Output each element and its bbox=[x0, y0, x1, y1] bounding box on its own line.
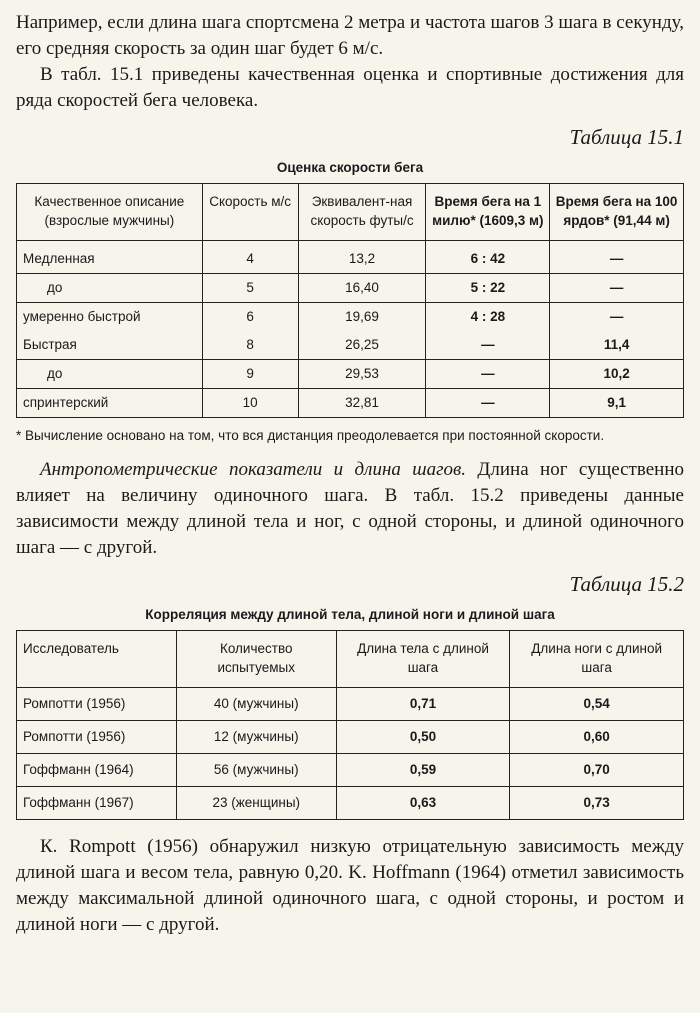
running-speed-table bbox=[16, 183, 684, 418]
table-cell: 6 bbox=[202, 303, 298, 332]
anthropometry-paragraph bbox=[16, 457, 684, 561]
table-cell: 40 (мужчины) bbox=[176, 688, 336, 721]
table-cell: 4 bbox=[202, 241, 298, 274]
section-heading-italic: Антропометрические показатели и длина шагов. bbox=[40, 459, 467, 480]
table-cell: умеренно быстрой bbox=[17, 303, 203, 332]
intro-paragraph-2: В табл. 15.1 приведены качественная оценка и спортивные достижения для ряда скоростей бега человека. bbox=[16, 64, 684, 111]
table-cell: Быстрая bbox=[17, 331, 203, 360]
table-row bbox=[17, 331, 684, 360]
table-cell: 5 : 22 bbox=[426, 274, 550, 303]
table-cell: 19,69 bbox=[298, 303, 426, 332]
table-header-row bbox=[17, 631, 684, 688]
table-cell: — bbox=[550, 303, 684, 332]
table-cell: 16,40 bbox=[298, 274, 426, 303]
table-cell: 9,1 bbox=[550, 389, 684, 418]
table-cell: 5 bbox=[202, 274, 298, 303]
table-cell: 8 bbox=[202, 331, 298, 360]
table-15-2-label: Таблица 15.2 bbox=[569, 572, 684, 596]
table-cell: 56 (мужчины) bbox=[176, 754, 336, 787]
closing-paragraph: К. Rompott (1956) обнаружил низкую отрицательную зависимость между длиной шага и весом тела, равную 0,20. K. Hoffmann (1964) отметил зависимость между максимальной длиной одиночного шага, с одной стороны, и ростом и длиной ноги — с другой. bbox=[16, 836, 684, 935]
table-cell: 0,70 bbox=[510, 754, 684, 787]
table-15-2-title: Корреляция между длиной тела, длиной ноги и длиной шага bbox=[145, 607, 555, 622]
table-cell: 6 : 42 bbox=[426, 241, 550, 274]
column-header: Длина тела с длиной шага bbox=[336, 631, 510, 688]
table-cell: Ромпотти (1956) bbox=[17, 721, 177, 754]
table-cell: 11,4 bbox=[550, 331, 684, 360]
table-cell: 0,54 bbox=[510, 688, 684, 721]
table-cell: 12 (мужчины) bbox=[176, 721, 336, 754]
table-row bbox=[17, 360, 684, 389]
table-row bbox=[17, 241, 684, 274]
table-cell: 0,50 bbox=[336, 721, 510, 754]
table-row bbox=[17, 274, 684, 303]
table-row bbox=[17, 688, 684, 721]
table-15-1-label: Таблица 15.1 bbox=[569, 125, 684, 149]
table-cell: 0,63 bbox=[336, 787, 510, 820]
column-header: Время бега на 100 ярдов* (91,44 м) bbox=[550, 184, 684, 241]
table-cell: — bbox=[426, 360, 550, 389]
column-header: Эквивалент-ная скорость футы/с bbox=[298, 184, 426, 241]
column-header: Исследователь bbox=[17, 631, 177, 688]
page bbox=[16, 10, 684, 938]
table-cell: 32,81 bbox=[298, 389, 426, 418]
table-cell: 10,2 bbox=[550, 360, 684, 389]
table-row bbox=[17, 389, 684, 418]
table-header-row bbox=[17, 184, 684, 241]
table-cell: 0,71 bbox=[336, 688, 510, 721]
correlation-table bbox=[16, 630, 684, 820]
table-cell: 0,59 bbox=[336, 754, 510, 787]
table-cell: 9 bbox=[202, 360, 298, 389]
table-cell: 0,73 bbox=[510, 787, 684, 820]
table-cell: — bbox=[426, 331, 550, 360]
table-cell: — bbox=[426, 389, 550, 418]
table-cell: — bbox=[550, 274, 684, 303]
table-cell: Медленная bbox=[17, 241, 203, 274]
table-row bbox=[17, 754, 684, 787]
table-footnote: * Вычисление основано на том, что вся дистанция преодолевается при постоянной скорости. bbox=[16, 428, 605, 443]
table-15-1-title: Оценка скорости бега bbox=[276, 160, 424, 175]
table-cell: 0,60 bbox=[510, 721, 684, 754]
table-cell: спринтерский bbox=[17, 389, 203, 418]
column-header: Длина ноги с длиной шага bbox=[510, 631, 684, 688]
table-cell: — bbox=[550, 241, 684, 274]
table-cell: Гоффманн (1964) bbox=[17, 754, 177, 787]
column-header: Качественное описание (взрослые мужчины) bbox=[17, 184, 203, 241]
table-cell: до bbox=[17, 274, 203, 303]
table-cell: 13,2 bbox=[298, 241, 426, 274]
intro-paragraph-1: Например, если длина шага спортсмена 2 метра и частота шагов 3 шага в секунду, его средняя скорость за один шаг будет 6 м/с. bbox=[16, 12, 684, 59]
table-row bbox=[17, 787, 684, 820]
table-cell: Гоффманн (1967) bbox=[17, 787, 177, 820]
table-cell: 4 : 28 bbox=[426, 303, 550, 332]
table-row bbox=[17, 721, 684, 754]
table-cell: 10 bbox=[202, 389, 298, 418]
column-header: Количество испытуемых bbox=[176, 631, 336, 688]
table-cell: 23 (женщины) bbox=[176, 787, 336, 820]
paragraph-text: Длина ног существенно влияет на величину одиночного шага. В табл. 15.2 приведены данные зависимости между длиной тела и ног, с одной стороны, и длиной одиночного шага — с другой. bbox=[16, 459, 684, 558]
column-header: Скорость м/с bbox=[202, 184, 298, 241]
table-cell: 26,25 bbox=[298, 331, 426, 360]
table-cell: Ромпотти (1956) bbox=[17, 688, 177, 721]
table-row bbox=[17, 303, 684, 332]
table-cell: 29,53 bbox=[298, 360, 426, 389]
table-cell: до bbox=[17, 360, 203, 389]
column-header: Время бега на 1 милю* (1609,3 м) bbox=[426, 184, 550, 241]
